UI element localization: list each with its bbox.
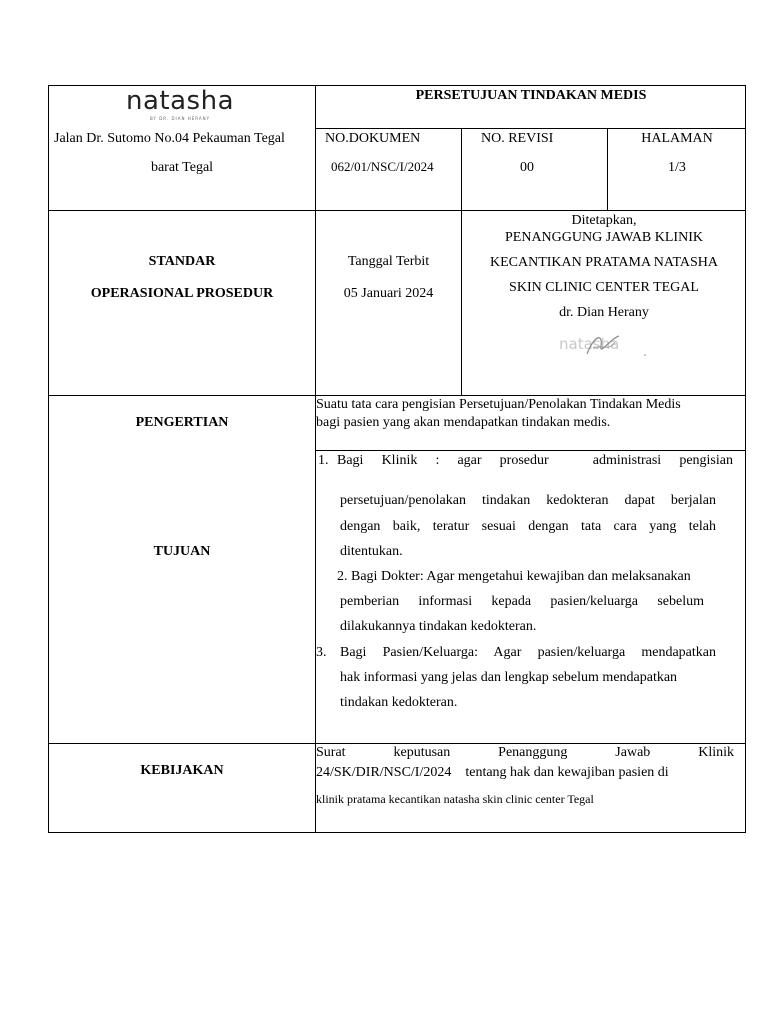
word: Klinik [381, 453, 418, 468]
halaman-value: 1/3 [668, 160, 686, 175]
ditetapkan-text: Ditetapkan, [571, 213, 637, 228]
sop-title-line1: STANDAR [148, 254, 216, 269]
kebijakan-label: KEBIJAKAN [140, 763, 224, 778]
tanggal-terbit-label: Tanggal Terbit [347, 254, 430, 269]
tujuan-item3-line3: tindakan kedokteran. [340, 695, 458, 710]
word: administrasi [592, 453, 662, 468]
tujuan-item1-number: 1. [318, 453, 329, 468]
word: prosedur [499, 453, 549, 468]
word: : [435, 453, 440, 468]
kebijakan-text-line2: 24/SK/DIR/NSC/I/2024 tentang hak dan kewajiban pasien di [316, 765, 669, 780]
no-dokumen-value: 062/01/NSC/I/2024 [331, 159, 434, 174]
divider-row-pengertian [316, 450, 746, 451]
divider-row-header [48, 210, 746, 211]
document-title: PERSETUJUAN TINDAKAN MEDIS [415, 88, 647, 103]
penanggung-jawab-line3: SKIN CLINIC CENTER TEGAL [509, 280, 699, 295]
logo-tagline: BY DR. DIAN HERANY [149, 116, 211, 121]
tujuan-item1-line3: dengan baik, teratur sesuai dengan tata cara yang telah [340, 519, 716, 534]
tujuan-item1-line1 [337, 452, 733, 470]
divider-col-main [315, 85, 316, 833]
logo-wordmark: natasha [126, 86, 234, 116]
tujuan-item2-line3: dilakukannya tindakan kedokteran. [340, 619, 537, 634]
word: Bagi [337, 453, 364, 468]
tujuan-item3-line1: Bagi Pasien/Keluarga: Agar pasien/keluarga mendapatkan [340, 645, 716, 660]
halaman-label: HALAMAN [641, 131, 713, 146]
tujuan-item3-line2: hak informasi yang jelas dan lengkap sebelum mendapatkan [340, 670, 678, 685]
divider-row-title [316, 128, 746, 129]
tujuan-item1-line4: ditentukan. [340, 544, 403, 559]
svg-text:natasha: natasha [559, 335, 620, 353]
tujuan-item3-number: 3. [316, 645, 327, 660]
penanggung-jawab-line1: PENANGGUNG JAWAB KLINIK [505, 230, 703, 245]
clinic-address-line2: barat Tegal [150, 160, 214, 175]
tujuan-item2-line1: 2. Bagi Dokter: Agar mengetahui kewajiban dan melaksanakan [337, 569, 691, 584]
pengertian-text-line2: bagi pasien yang akan mendapatkan tindakan medis. [316, 415, 611, 430]
kebijakan-text-line3: klinik pratama kecantikan natasha skin clinic center Tegal [316, 792, 594, 806]
penanggung-jawab-name: dr. Dian Herany [559, 305, 649, 320]
no-revisi-label: NO. REVISI [481, 131, 554, 146]
pengertian-label: PENGERTIAN [135, 415, 229, 430]
tujuan-label: TUJUAN [153, 544, 211, 559]
tanggal-terbit-value: 05 Januari 2024 [343, 286, 434, 301]
clinic-address-line1: Jalan Dr. Sutomo No.04 Pekauman Tegal [54, 131, 285, 146]
clinic-logo [120, 86, 240, 122]
kebijakan-text-line1: Surat keputusan Penanggung Jawab Klinik [316, 745, 734, 760]
no-revisi-value: 00 [520, 160, 534, 175]
no-dokumen-label: NO.DOKUMEN [325, 131, 421, 146]
sop-title-line2: OPERASIONAL PROSEDUR [90, 286, 274, 301]
signature-stamp [557, 330, 649, 360]
pengertian-text-line1: Suatu tata cara pengisian Persetujuan/Penolakan Tindakan Medis [316, 397, 681, 412]
word: agar [457, 453, 482, 468]
word: pengisian [679, 453, 733, 468]
tujuan-item2-line2: pemberian informasi kepada pasien/keluarga sebelum [340, 594, 704, 609]
penanggung-jawab-line2: KECANTIKAN PRATAMA NATASHA [490, 255, 718, 270]
tujuan-item1-line2: persetujuan/penolakan tindakan kedokteran dapat berjalan [340, 493, 716, 508]
